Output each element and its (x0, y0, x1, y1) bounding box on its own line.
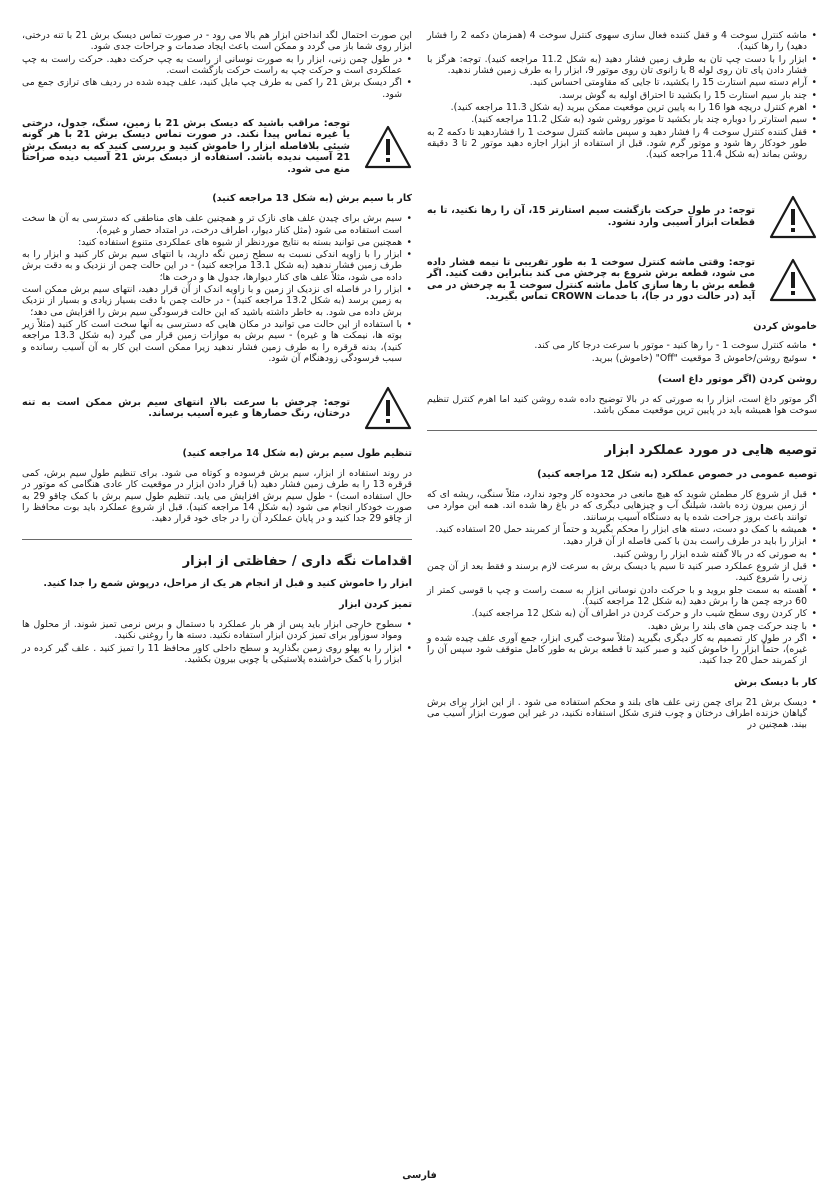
warning-block (22, 386, 412, 430)
list-item: • ابزار را با دست چپ تان به طرف زمین فشار دهید (به شکل 11.2 مراجعه کنید). توجه: هرگز با فشار دادن پای تان روی لوله 8 یا زانوی تان روی موتور 9، ابزار را به طرف زمین فشار ندهید. (427, 54, 817, 77)
left-column (22, 30, 412, 666)
general-list (427, 489, 817, 667)
warning-triangle-icon (769, 195, 817, 239)
list-item: • سیم استارتر را دوباره چند بار بکشید تا موتور روشن شود (به شکل 11.2 مراجعه کنید). (427, 114, 817, 125)
page-footer-language: فارسی (402, 1170, 437, 1181)
list-item: • کار کردن روی سطح شیب دار و حرکت کردن در اطراف آن (به شکل 12 مراجعه کنید). (427, 608, 817, 619)
list-item: • سوئیچ روشن/خاموش 3 موقعیت "Off" (خاموش) ببرید. (427, 353, 817, 364)
list-item: • اهرم کنترل دریچه هوا 16 را به پایین ترین موقعیت ممکن ببرید (به شکل 11.3 مراجعه کنید). (427, 102, 817, 113)
list-item: • در طول چمن زنی، ابزار را به صورت نوسانی از راست به چپ حرکت دهید. حرکت راست به چپ عملکردی است و حرکت چپ به راست حرکت بازگشت است. (22, 54, 412, 77)
shutdown-heading: خاموش کردن (753, 320, 817, 332)
warning-text: توجه: در طول حرکت بازگشت سیم استارتر 15، آن را رها نکنید، تا به قطعات ابزار آسیبی وارد نشود. (427, 205, 755, 228)
list-item: • با استفاده از این حالت می توانید در مکان هایی که دسترسی به آنها سخت است کار کنید (مثلاً زیر بوته ها، نیمکت ها و غیره) - سیم برش به موازات زمین قرار می گیرد (به شکل 13.3 مراجعه کنید)، بدنه قرقره را به طرف زمین فشار ندهید زیرا ممکن است این کار به آن آسیب رسانده و سبب فرسودگی زودهنگام آن شود. (22, 319, 412, 364)
warning-triangle-icon (364, 125, 412, 169)
list-item: • ابزار را باید در طرف راست بدن با کمی فاصله از آن قرار دهید. (427, 536, 817, 547)
list-item: • سطوح خارجی ابزار باید پس از هر بار عملکرد با دستمال و برس نرمی تمیز شوند. از محلول ها ومواد سوزآور برای تمیز کردن ابزار استفاده نکنید. دسته ها را روغنی نکنید. (22, 619, 412, 642)
warning-text: توجه: وقتی ماشه کنترل سوخت 1 به طور تقریبی تا نیمه فشار داده می شود، قطعه برش شروع به چرخش می کند بنابراین دقت کنید. اگر قطعه برش با رها سازی کامل ماشه کنترل سوخت 1 به چرخش در می آید (در حالت دور در جا)، با خدمات CROWN تماس بگیرید. (427, 256, 755, 303)
warm-start-text: اگر موتور داغ است، ابزار را به صورتی که در بالا توضیح داده شده روشن کنید اما اهرم کنترل تنظیم سوخت هوا همیشه باید در پایین ترین موقعیت ممکن باشد. (427, 393, 817, 416)
list-item: • ابزار را با زاویه اندکی نسبت به سطح زمین نگه دارید، با انتهای سیم برش کار کنید و ابزار را به طرف زمین فشار ندهید (به شکل 13.1 مراجعه کنید) - در این حالت چمن از نزدیک و به دقت برش داده می شود، مثلاً علف های کنار دیوارها، جدول ها و درخت ها؛ (22, 249, 412, 283)
general-recommendations-subheading: توصیه عمومی در خصوص عملکرد (به شکل 12 مراجعه کنید) (537, 469, 817, 481)
list-item: • آهسته به سمت جلو بروید و با حرکت دادن نوسانی ابزار به سمت راست و چپ با قوسی کمتر از 60 درجه چمن ها را برش دهید (به شکل 12 مراجعه کنید). (427, 585, 817, 608)
section-divider (22, 539, 412, 540)
warning-block (22, 118, 412, 176)
length-text: در روند استفاده از ابزار، سیم برش فرسوده و کوتاه می شود. برای تنظیم طول سیم برش، کمی قرقره 13 را به طرف زمین فشار دهید (با قرار دادن ابزار در موقعیت کار عادی هنگامی که موتور در حال استفاده است) - طول سیم برش افزایش می یابد. تنظیم طول سیم برش با کمک چاقو 29 به صورت خودکار انجام می شود (به شکل 14 مراجعه کنید). قبل از شروع عملکرد باید بوت محافظ را از چاقو 29 جدا کنید و در پایان عملکرد آن را در جای خود قرار دهید. (22, 468, 412, 525)
list-item: • آرام دسته سیم استارت 15 را بکشید، تا جایی که مقاومتی احساس کنید. (427, 77, 817, 88)
length-subheading: تنظیم طول سیم برش (به شکل 14 مراجعه کنید) (182, 448, 412, 460)
warning-triangle-icon (364, 386, 412, 430)
list-item: • قبل از شروع کار مطمئن شوید که هیچ مانعی در محدوده کار وجود ندارد، مثلاً سنگی، ریشه ای که از زمین بیرون زده باشد، شیلنگ آب و چیزهایی دیگری که در باغ رها شده اند. همه این موارد می توانند باعث بروز جراحت شده یا به دستگاه آسیب برسانند. (427, 489, 817, 523)
list-item: • دیسک برش 21 برای چمن زنی علف های بلند و محکم استفاده می شود . از این ابزار برای برش گیاهان خزنده اطراف درختان و چوب فنری شکل استفاده نکنید، در غیر این صورت ابزار آسیب می بیند. همچنین در (427, 697, 817, 731)
warning-block (427, 257, 817, 303)
list-item: • اگر در طول کار تصمیم به کار دیگری بگیرید (مثلاً سوخت گیری ابزار، جمع آوری علف چیده شده و غیره)، حتماً ابزار را خاموش کنید و صبر کنید تا قطعه برش به طور کامل متوقف شود سپس آن را از کمربند حمل 20 جدا کنید. (427, 633, 817, 667)
list-item: • ماشه کنترل سوخت 1 - را رها کنید - موتور با سرعت درجا کار می کند. (427, 340, 817, 351)
list-item: • ماشه کنترل سوخت 4 و قفل کننده فعال سازی سهوی کنترل سوخت 4 (همزمان دکمه 2 را فشار دهید) را رها کنید). (427, 30, 817, 53)
list-item: • چند بار سیم استارت 15 را بکشید تا احتراق اولیه به گوش برسد. (427, 90, 817, 101)
list-item: • به صورتی که در بالا گفته شده ابزار را روشن کنید. (427, 549, 817, 560)
wire-subheading: کار با سیم برش (به شکل 13 مراجعه کنید) (212, 193, 412, 205)
maintenance-note: ابزار را خاموش کنید و قبل از انجام هر یک از مراحل، درپوش شمع را جدا کنید. (43, 577, 412, 589)
list-item: • قفل کننده کنترل سوخت 4 را فشار دهید و سپس ماشه کنترل سوخت 1 را فشاردهید تا دکمه 2 به طور خودکار رها شود و موتور گرم شود. قبل از استفاده از ابزار اجازه دهید موتور 2 تا 3 دقیقه روشن بماند (به شکل 11.4 مراجعه کنید). (427, 127, 817, 161)
list-item: • اگر دیسک برش 21 را کمی به طرف چپ مایل کنید، علف چیده شده در ردیف های ترازی جمع می شود. (22, 77, 412, 100)
list-item: این صورت احتمال لگد انداختن ابزار هم بالا می رود - در صورت تماس دیسک برش 21 با تنه درختی، ابزار روی شما باز می گردد و ممکن است باعث ایجاد صدمات و جراحات جدی شود. (22, 30, 412, 53)
warning-text: توجه: مراقب باشید که دیسک برش 21 با زمین، سنگ، جدول، درختی یا غیره تماس پیدا نکند. در صورت تماس دیسک برش 21 با هر گونه شیئی بلافاصله ابزار را خاموش کنید و بررسی کنید که به دیسک برش 21 آسیب ندیده باشد. استفاده از دیسک برش 21 آسیب دیده صراحتاً منع می شود. (22, 117, 351, 175)
disk-subheading: کار با دیسک برش (734, 676, 817, 688)
list-item: • ابزار را در فاصله ای نزدیک از زمین و با زاویه اندک از آن قرار دهید، انتهای سیم برش ممکن است به زمین برسد (به شکل 13.2 مراجعه کنید) - در حالت چمن با دقت بسیار زیادی و بسیار از نزدیک برش داده می شود. به خاطر داشته باشید که این حالت فرسودگی سیم برش را افزایش می دهد؛ (22, 284, 412, 318)
intro-list (427, 30, 817, 161)
warning-text: توجه: چرخش با سرعت بالا، انتهای سیم برش ممکن است به تنه درختان، رنگ حصارها و غیره آسیب برساند. (22, 396, 350, 420)
warning-block (427, 195, 817, 239)
list-item: • با چند حرکت چمن های بلند را برش دهید. (427, 621, 817, 632)
cleaning-subheading: تمیز کردن ابزار (339, 599, 412, 611)
wire-list (22, 213, 412, 364)
list-item: • ابزار را به پهلو روی زمین بگذارید و سطح داخلی کاور محافظ 11 را تمیز کنید . علف گیر کرده در ابزار را با کمک خراشنده پلاستیکی یا چوبی بیرون بکشید. (22, 643, 412, 666)
maintenance-heading: اقدامات نگه داری / حفاظتی از ابزار (182, 553, 412, 569)
right-column (427, 30, 817, 732)
recommendations-heading: توصیه هایی در مورد عملکرد ابزار (604, 443, 817, 459)
list-item: • قبل از شروع عملکرد صبر کنید تا سیم یا دیسک برش به سرعت لازم برسند و فقط بعد از آن چمن زنی را شروع کنید. (427, 561, 817, 584)
list-item: • سیم برش برای چیدن علف های نازک تر و همچنین علف های مناطقی که دسترسی به آن ها سخت است استفاده می شود (مثل کنار دیوار، اطراف درخت، در امتداد حصار و غیره). (22, 213, 412, 236)
list-item: • همیشه با کمک دو دست، دسته های ابزار را محکم بگیرید و حتماً از کمربند حمل 20 استفاده کنید. (427, 524, 817, 535)
section-divider (427, 430, 817, 431)
warm-start-heading: روشن کردن (اگر موتور داغ است) (657, 373, 817, 385)
warning-triangle-icon (769, 258, 817, 302)
list-item: • همچنین می توانید بسته به نتایج موردنظر از شیوه های عملکردی متنوع استفاده کنید: (22, 237, 412, 248)
